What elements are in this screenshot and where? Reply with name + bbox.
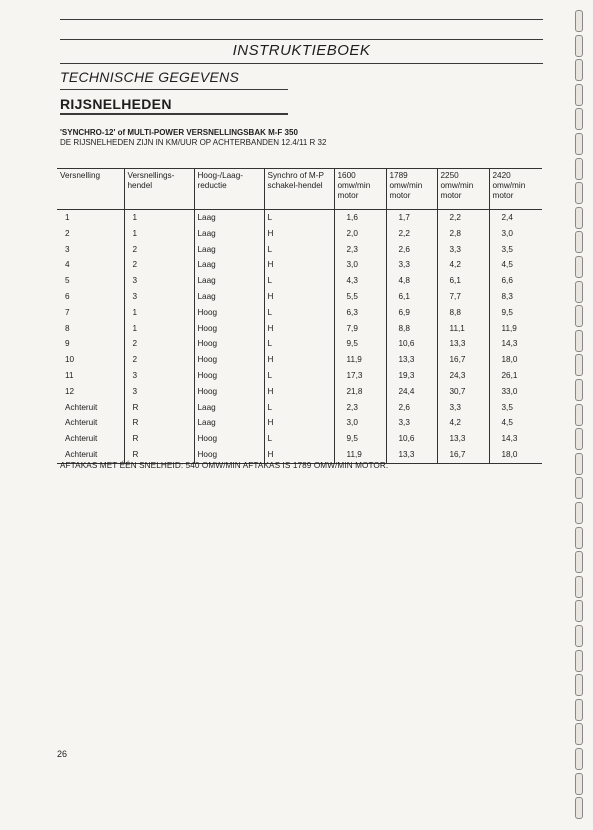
table-cell: 21,8 (334, 384, 386, 400)
table-cell: 18,0 (489, 447, 542, 463)
table-cell: 2 (124, 242, 194, 258)
table-cell: Laag (194, 289, 264, 305)
table-cell: L (264, 210, 334, 226)
top-rule (60, 19, 543, 20)
table-cell: H (264, 321, 334, 337)
table-cell: L (264, 431, 334, 447)
binding-ring-icon (575, 84, 583, 106)
table-cell: H (264, 226, 334, 242)
table-row (57, 384, 542, 400)
binding-ring-icon (575, 305, 583, 327)
column-header: 2250 omw/min motor (437, 169, 489, 210)
table-cell: 2 (124, 352, 194, 368)
table-cell: 2,3 (334, 242, 386, 258)
table-cell: 3 (124, 384, 194, 400)
table-row (57, 336, 542, 352)
table-cell: 1,6 (334, 210, 386, 226)
table-cell: 18,0 (489, 352, 542, 368)
table-row (57, 352, 542, 368)
table-cell: L (264, 368, 334, 384)
table-row (57, 242, 542, 258)
table-row (57, 305, 542, 321)
table-cell: H (264, 352, 334, 368)
binding-ring-icon (575, 379, 583, 401)
table-cell: 4,2 (437, 415, 489, 431)
table-cell: H (264, 384, 334, 400)
section-title: TECHNISCHE GEGEVENS (60, 69, 240, 85)
table-cell: R (124, 431, 194, 447)
binding-ring-icon (575, 625, 583, 647)
binding-ring-icon (575, 207, 583, 229)
table-cell: 3,3 (437, 400, 489, 416)
binding-ring-icon (575, 354, 583, 376)
table-cell: 1 (124, 321, 194, 337)
table-cell: 9,5 (489, 305, 542, 321)
binding-ring-icon (575, 650, 583, 672)
table-cell: L (264, 242, 334, 258)
table-row (57, 400, 542, 416)
table-cell: Hoog (194, 447, 264, 463)
header-rule-top (60, 39, 543, 40)
table-row (57, 368, 542, 384)
table-cell: 3 (124, 368, 194, 384)
table-cell: Laag (194, 400, 264, 416)
table-cell: Hoog (194, 431, 264, 447)
table-cell: 24,4 (386, 384, 437, 400)
column-header: 2420 omw/min motor (489, 169, 542, 210)
table-cell: 13,3 (386, 447, 437, 463)
binding-ring-icon (575, 35, 583, 57)
table-cell: 14,3 (489, 336, 542, 352)
table-cell: 1,7 (386, 210, 437, 226)
table-cell: 6,1 (437, 273, 489, 289)
table-cell: 7 (65, 307, 70, 317)
binding-ring-icon (575, 674, 583, 696)
table-row (57, 273, 542, 289)
table-cell: 5,5 (334, 289, 386, 305)
binding-ring-icon (575, 477, 583, 499)
table-cell: 3,5 (489, 400, 542, 416)
table-row (57, 257, 542, 273)
table-cell: 3 (124, 273, 194, 289)
table-cell: 6,6 (489, 273, 542, 289)
table-cell: 26,1 (489, 368, 542, 384)
table-cell: 1 (65, 213, 70, 222)
table-cell: 2,2 (386, 226, 437, 242)
table-cell: H (264, 257, 334, 273)
binding-ring-icon (575, 256, 583, 278)
binding-ring-icon (575, 600, 583, 622)
table-cell: 7,7 (437, 289, 489, 305)
table-cell: 3,3 (437, 242, 489, 258)
table-cell: 6,1 (386, 289, 437, 305)
table-cell: 2,0 (334, 226, 386, 242)
table-cell: Laag (194, 273, 264, 289)
table-row (57, 431, 542, 447)
table-cell: 2,4 (489, 210, 542, 226)
speed-table (57, 168, 542, 464)
binding-ring-icon (575, 330, 583, 352)
table-cell: 2 (65, 228, 70, 238)
table-row (57, 210, 542, 226)
table-cell: 13,3 (437, 431, 489, 447)
table-cell: Hoog (194, 368, 264, 384)
binding-ring-icon (575, 527, 583, 549)
column-header: 1789 omw/min motor (386, 169, 437, 210)
table-cell: R (124, 400, 194, 416)
binding-ring-icon (575, 797, 583, 819)
table-row (57, 226, 542, 242)
table-cell: 5 (65, 276, 70, 286)
table-cell: 3,3 (386, 415, 437, 431)
table-cell: 2 (124, 257, 194, 273)
table-cell: 9,5 (334, 431, 386, 447)
table-cell: H (264, 289, 334, 305)
table-cell: 14,3 (489, 431, 542, 447)
table-row (57, 289, 542, 305)
table-cell: 4,5 (489, 257, 542, 273)
table-cell: Laag (194, 257, 264, 273)
table-cell: Laag (194, 210, 264, 226)
table-cell: 17,3 (334, 368, 386, 384)
table-row (57, 415, 542, 431)
table-cell: L (264, 400, 334, 416)
binding-ring-icon (575, 281, 583, 303)
table-cell: L (264, 305, 334, 321)
table-body (57, 210, 542, 464)
table-cell: 3 (124, 289, 194, 305)
table-cell: 11 (65, 370, 74, 380)
table-cell: Hoog (194, 305, 264, 321)
table-cell: Achteruit (65, 418, 98, 428)
table-cell: 30,7 (437, 384, 489, 400)
table-cell: 16,7 (437, 352, 489, 368)
table-header-row (57, 169, 542, 210)
table-cell: 6 (65, 291, 70, 301)
table-cell: 2,3 (334, 400, 386, 416)
table-cell: H (264, 447, 334, 463)
table-cell: Laag (194, 415, 264, 431)
table-cell: 11,9 (489, 321, 542, 337)
table-cell: 33,0 (489, 384, 542, 400)
table-cell: 9 (65, 339, 70, 349)
table-cell: 4,5 (489, 415, 542, 431)
table-cell: 2,2 (437, 210, 489, 226)
table-cell: 1 (124, 226, 194, 242)
table-cell: Hoog (194, 352, 264, 368)
pto-footnote: AFTAKAS MET ÉÉN SNELHEID: 540 OMW/MIN AFTAKAS IS 1789 OMW/MIN MOTOR. (60, 461, 389, 470)
table-cell: 8 (65, 323, 70, 333)
table-cell: Hoog (194, 336, 264, 352)
tyre-spec: DE RIJSNELHEDEN ZIJN IN KM/UUR OP ACHTERBANDEN 12.4/11 R 32 (60, 138, 327, 147)
table-cell: 4,8 (386, 273, 437, 289)
table-cell: 11,9 (334, 352, 386, 368)
binding-ring-icon (575, 158, 583, 180)
table-cell: 2,6 (386, 242, 437, 258)
table-cell: 12 (65, 386, 75, 396)
table-cell: R (124, 415, 194, 431)
section-title-underline (60, 89, 288, 90)
table-cell: 11,9 (334, 447, 386, 463)
binding-ring-icon (575, 10, 583, 32)
binding-ring-icon (575, 748, 583, 770)
binding-ring-icon (575, 428, 583, 450)
table-cell: 4,2 (437, 257, 489, 273)
table-cell: 2 (124, 336, 194, 352)
table-cell: 3,0 (489, 226, 542, 242)
table-cell: 10,6 (386, 336, 437, 352)
subtitle-underline (60, 113, 288, 115)
table-cell: 13,3 (386, 352, 437, 368)
page-number: 26 (57, 749, 68, 759)
header-rule-bottom (60, 63, 543, 64)
table-cell: 10,6 (386, 431, 437, 447)
column-header: Versnellings-hendel (124, 169, 194, 210)
binding-ring-icon (575, 723, 583, 745)
table-cell: Achteruit (65, 402, 98, 412)
table-cell: 8,3 (489, 289, 542, 305)
table-cell: 10 (65, 355, 75, 365)
section-subtitle: RIJSNELHEDEN (60, 96, 172, 112)
binding-ring-icon (575, 551, 583, 573)
binding-ring-icon (575, 231, 583, 253)
table-cell: 3 (65, 244, 70, 254)
spiral-binding-icon (571, 0, 585, 830)
binding-ring-icon (575, 108, 583, 130)
table-cell: 2,6 (386, 400, 437, 416)
table-cell: L (264, 336, 334, 352)
manual-title: INSTRUKTIEBOEK (232, 42, 371, 59)
table-cell: 6,9 (386, 305, 437, 321)
table-cell: R (124, 447, 194, 463)
table-cell: 4 (65, 260, 70, 270)
table-cell: Laag (194, 242, 264, 258)
binding-ring-icon (575, 404, 583, 426)
table-cell: L (264, 273, 334, 289)
table-cell: Laag (194, 226, 264, 242)
binding-ring-icon (575, 699, 583, 721)
binding-ring-icon (575, 576, 583, 598)
table-cell: 3,5 (489, 242, 542, 258)
table-cell: 4,3 (334, 273, 386, 289)
table-cell: 3,3 (386, 257, 437, 273)
table-cell: 6,3 (334, 305, 386, 321)
table-cell: 13,3 (437, 336, 489, 352)
column-header: Hoog-/Laag-reductie (194, 169, 264, 210)
table-cell: 3,0 (334, 415, 386, 431)
table-cell: 1 (124, 305, 194, 321)
binding-ring-icon (575, 182, 583, 204)
binding-ring-icon (575, 453, 583, 475)
table-row (57, 321, 542, 337)
table-cell: H (264, 415, 334, 431)
binding-ring-icon (575, 502, 583, 524)
table-cell: 19,3 (386, 368, 437, 384)
table-cell: Hoog (194, 321, 264, 337)
binding-ring-icon (575, 59, 583, 81)
table-cell: 2,8 (437, 226, 489, 242)
table-cell: 24,3 (437, 368, 489, 384)
binding-ring-icon (575, 133, 583, 155)
table-cell: 7,9 (334, 321, 386, 337)
gearbox-spec: 'SYNCHRO-12' of MULTI-POWER VERSNELLINGSBAK M-F 350 (60, 128, 298, 137)
table-cell: 8,8 (386, 321, 437, 337)
table-cell: 1 (124, 210, 194, 226)
table-cell: 9,5 (334, 336, 386, 352)
table-cell: 16,7 (437, 447, 489, 463)
column-header: Versnelling (57, 169, 124, 210)
table-cell: Hoog (194, 384, 264, 400)
table-cell: Achteruit (65, 434, 98, 444)
table-cell: 8,8 (437, 305, 489, 321)
column-header: Synchro of M-P schakel-hendel (264, 169, 334, 210)
table-cell: 3,0 (334, 257, 386, 273)
table-cell: Achteruit (57, 447, 124, 463)
binding-ring-icon (575, 773, 583, 795)
column-header: 1600 omw/min motor (334, 169, 386, 210)
table-cell: 11,1 (437, 321, 489, 337)
